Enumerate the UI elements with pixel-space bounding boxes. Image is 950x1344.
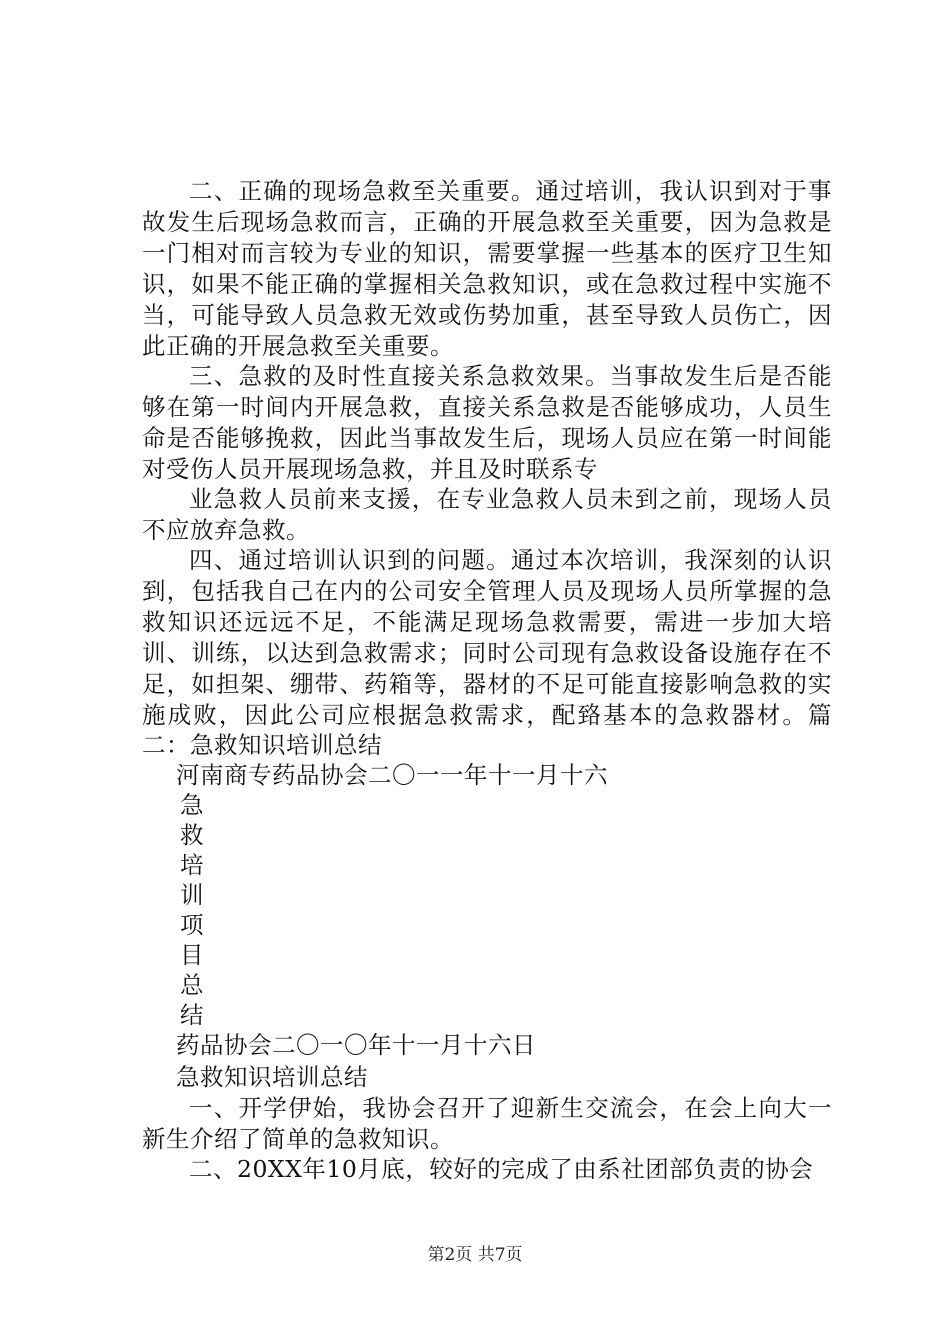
paragraph-correct-first-aid: 二、正确的现场急救至关重要。通过培训，我认识到对于事故发生后现场急救而言，正确的开展急救至关重要，因为急救是一门相对而言较为专业的知识，需要掌握一些基本的医疗卫生知识，如果不能正确的掌握相关急救知识，或在急救过程中实施不当，可能导致人员急救无效或伤势加重，甚至导致人员伤亡，因此正确的开展急救至关重要。 <box>142 177 832 360</box>
page-footer <box>0 1244 950 1266</box>
page-number-label: 第2页 共7页 <box>427 1245 523 1265</box>
paragraph-problems: 四、通过培训认识到的问题。通过本次培训，我深刻的认识到，包括我自己在内的公司安全管理人员及现场人员所掌握的急救知识还远远不足，不能满足现场急救需要，需进一步加大培训、训练，以达到急救需求；同时公司现有急救设备设施存在不足，如担架、绷带、药箱等，器材的不足可能直接影响急救的实施成败，因此公司应根据急救需求，配臵基本的急救器材。篇二：急救知识培训总结 <box>142 546 832 760</box>
vertical-title-char: 总 <box>180 971 204 999</box>
vertical-title-char: 救 <box>180 821 204 849</box>
vertical-title-char: 培 <box>180 851 204 879</box>
paragraph-timeliness: 三、急救的及时性直接关系急救效果。当事故发生后是否能够在第一时间内开展急救，直接关系急救是否能够成功，人员生命是否能够挽救，因此当事故发生后，现场人员应在第一时间能对受伤人员开展现场急救，并且及时联系专 <box>142 362 832 483</box>
vertical-title-char: 结 <box>180 1001 204 1029</box>
vertical-title-char: 项 <box>180 911 204 939</box>
org-date-line-2: 药品协会二〇一〇年十一月十六日 <box>176 1031 536 1059</box>
paragraph-timeliness-continued: 业急救人员前来支援，在专业急救人员未到之前，现场人员不应放弃急救。 <box>142 485 832 544</box>
vertical-title-char: 训 <box>180 881 204 909</box>
paragraph-item-2: 二、20XX年10月底，较好的完成了由系社团部负责的协会 <box>189 1155 814 1183</box>
vertical-title-char: 急 <box>180 791 204 819</box>
org-date-line: 河南商专药品协会二〇一一年十一月十六 <box>176 761 608 789</box>
paragraph-item-1: 一、开学伊始，我协会召开了迎新生交流会，在会上向大一新生介绍了简单的急救知识。 <box>142 1094 832 1153</box>
section-title: 急救知识培训总结 <box>176 1063 368 1091</box>
vertical-title-char: 目 <box>180 941 204 969</box>
